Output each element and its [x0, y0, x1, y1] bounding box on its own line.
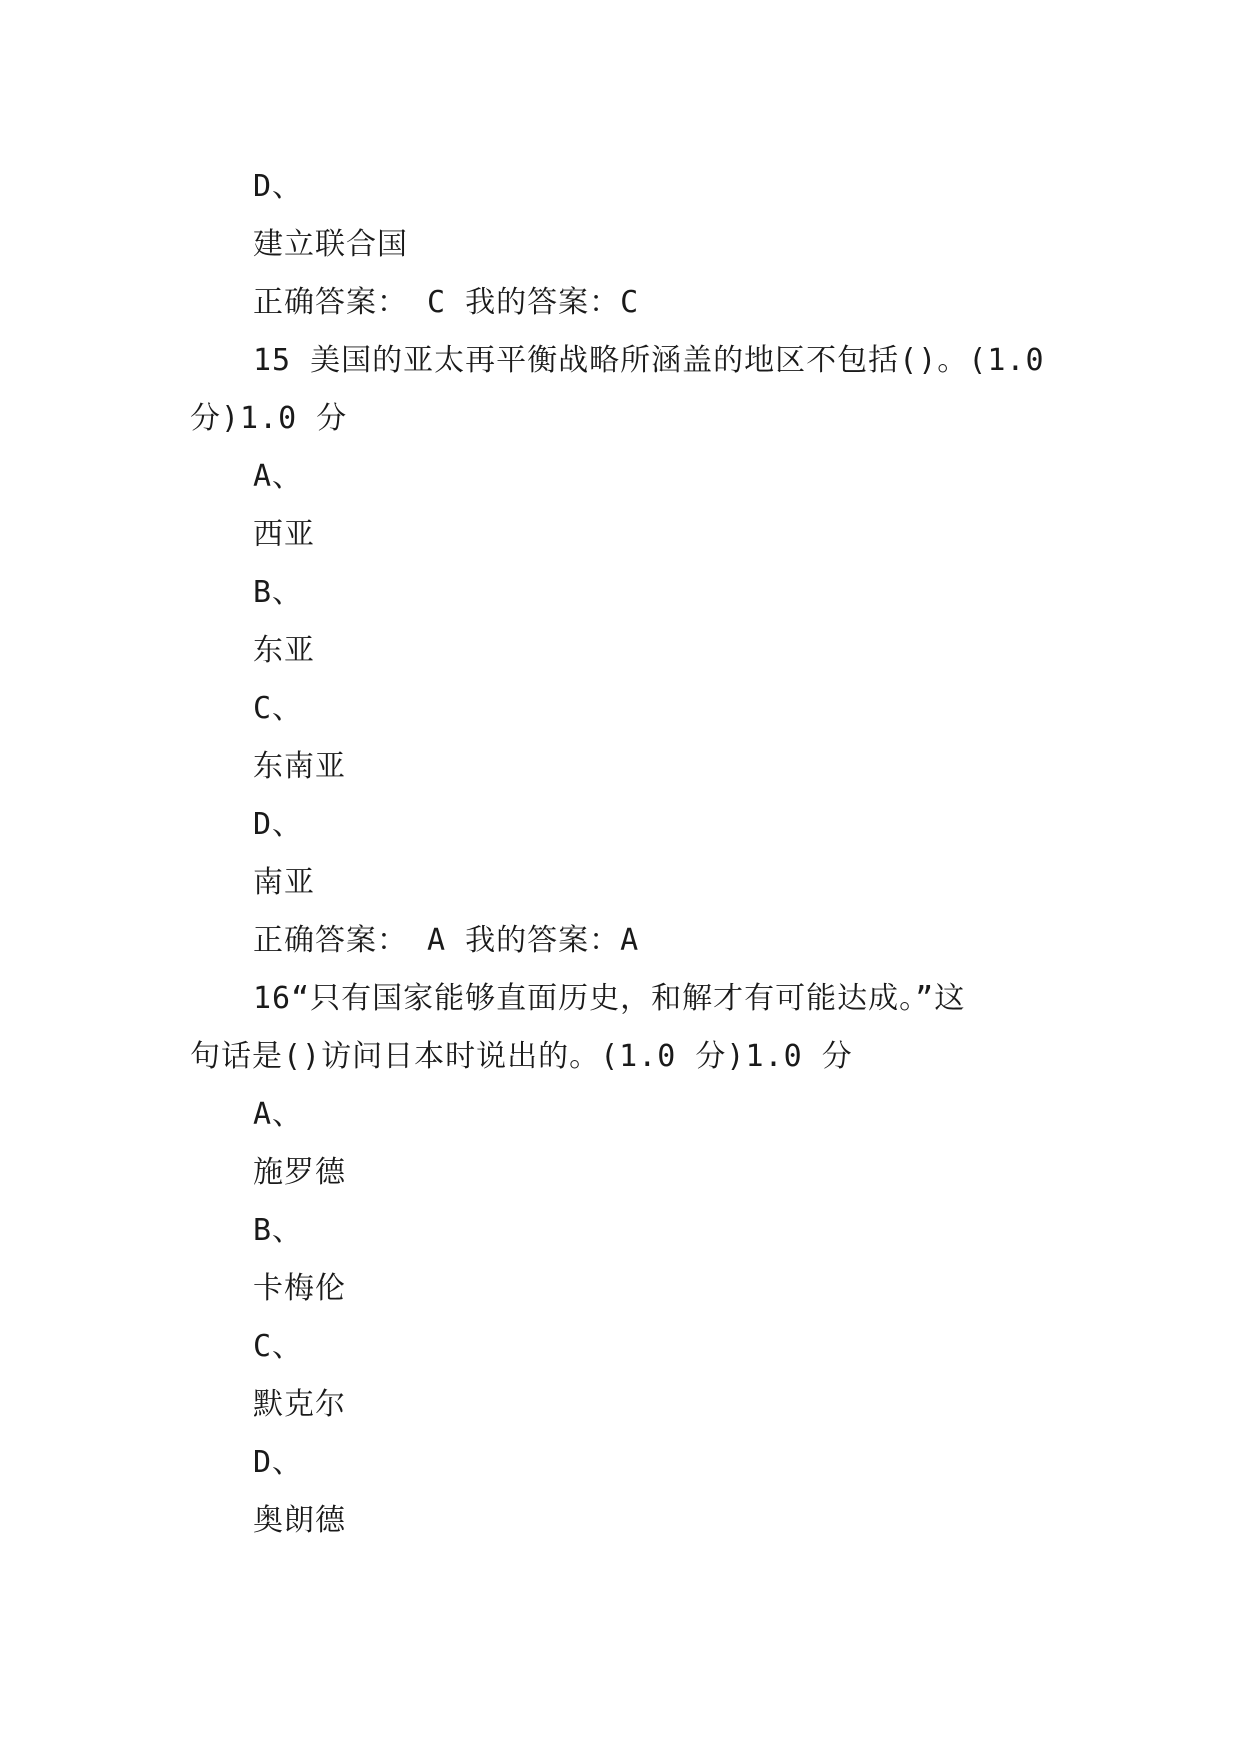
q16-option-d-text: 奥朗德	[253, 1503, 346, 1538]
q15-option-d-text: 南亚	[253, 865, 315, 900]
q16-option-a-text: 施罗德	[253, 1155, 346, 1190]
q15-answer-line: 正确答案： A 我的答案：A	[253, 923, 640, 958]
q15-option-c-text: 东南亚	[253, 749, 346, 784]
q15-option-c-letter: C、	[253, 691, 304, 726]
q16-option-b-letter: B、	[253, 1213, 304, 1248]
q16-stem-line2: 句话是()访问日本时说出的。(1.0 分)1.0 分	[190, 1039, 853, 1074]
q16-stem-line1: 16“只有国家能够直面历史，和解才有可能达成。”这	[253, 981, 966, 1016]
q15-stem-line1: 15 美国的亚太再平衡战略所涵盖的地区不包括()。(1.0	[253, 343, 1045, 378]
q16-option-c-text: 默克尔	[253, 1387, 346, 1422]
q15-stem-line2: 分)1.0 分	[190, 401, 348, 436]
q15-option-a-text: 西亚	[253, 517, 315, 552]
q15-option-b-text: 东亚	[253, 633, 315, 668]
q16-option-b-text: 卡梅伦	[253, 1271, 346, 1306]
q14-answer-line: 正确答案： C 我的答案：C	[253, 285, 640, 320]
q15-option-d-letter: D、	[253, 807, 304, 842]
q14-option-d-letter: D、	[253, 169, 304, 204]
q14-option-d-text: 建立联合国	[253, 227, 408, 262]
q16-option-a-letter: A、	[253, 1097, 304, 1132]
q16-option-d-letter: D、	[253, 1445, 304, 1480]
q16-option-c-letter: C、	[253, 1329, 304, 1364]
q15-option-a-letter: A、	[253, 459, 304, 494]
q15-option-b-letter: B、	[253, 575, 304, 610]
